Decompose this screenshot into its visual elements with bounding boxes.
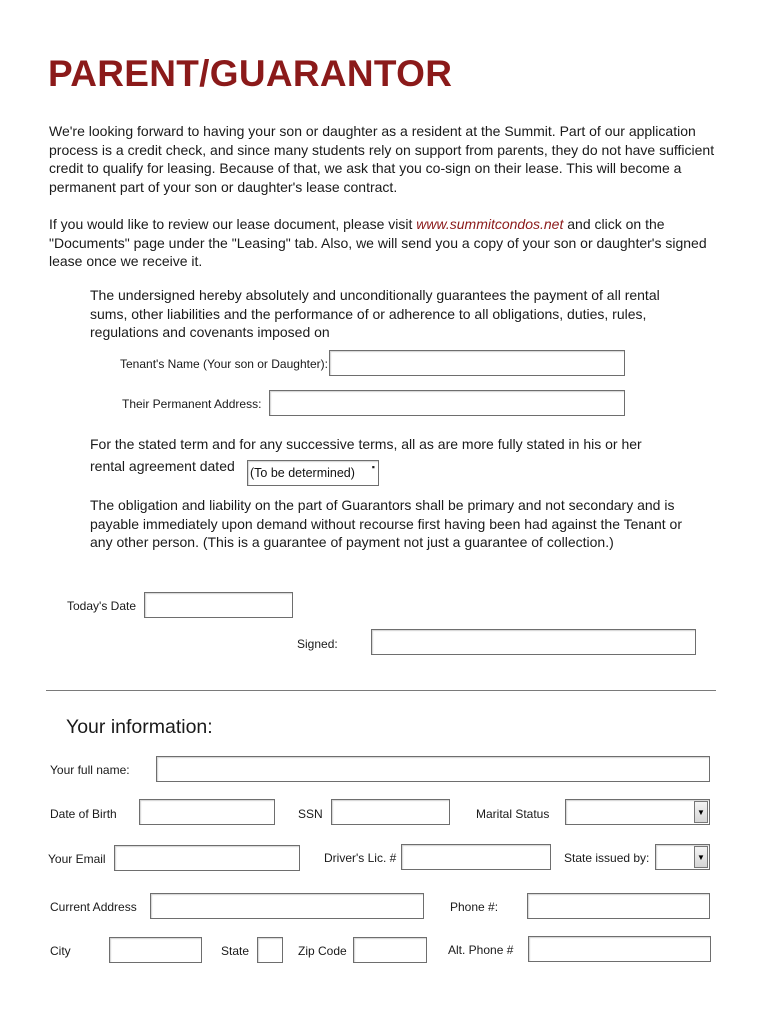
drivers-lic-label: Driver's Lic. # [324, 851, 397, 865]
alt-phone-input[interactable] [529, 937, 710, 961]
current-address-label: Current Address [50, 900, 137, 914]
section-divider [46, 690, 716, 691]
city-field[interactable] [109, 937, 202, 963]
state-field[interactable] [257, 937, 283, 963]
current-address-field[interactable] [150, 893, 424, 919]
todays-date-label: Today's Date [67, 599, 136, 613]
tenant-name-field[interactable] [329, 350, 625, 376]
phone-label: Phone #: [450, 900, 499, 914]
permanent-address-field[interactable] [269, 390, 625, 416]
drivers-lic-field[interactable] [401, 844, 551, 870]
todays-date-input[interactable] [145, 593, 292, 617]
state-issued-dropdown[interactable] [655, 844, 710, 870]
email-input[interactable] [115, 846, 299, 870]
phone-input[interactable] [528, 894, 709, 918]
signed-label: Signed: [297, 637, 338, 651]
ssn-input[interactable] [332, 800, 449, 824]
alt-phone-field[interactable] [528, 936, 711, 962]
page-title: PARENT/GUARANTOR [48, 53, 453, 94]
field-marker-icon: ▪ [371, 462, 375, 472]
full-name-label: Your full name: [50, 763, 130, 777]
full-name-input[interactable] [157, 757, 709, 781]
dob-field[interactable] [139, 799, 275, 825]
city-label: City [50, 944, 71, 958]
tenant-name-label: Tenant's Name (Your son or Daughter): [120, 357, 328, 371]
website-link[interactable]: www.summitcondos.net [416, 216, 564, 232]
term-text-line1: For the stated term and for any successive terms, all as are more fully stated in his or her [90, 436, 642, 452]
your-information-heading: Your information: [66, 716, 213, 738]
full-name-field[interactable] [156, 756, 710, 782]
state-label: State [221, 944, 250, 958]
dob-input[interactable] [140, 800, 274, 824]
city-input[interactable] [110, 938, 201, 962]
term-text-line2: rental agreement dated [90, 458, 235, 474]
zip-label: Zip Code [298, 944, 347, 958]
email-field[interactable] [114, 845, 300, 871]
agreement-date-field[interactable] [247, 460, 379, 486]
agreement-date-value: (To be determined) [250, 466, 355, 480]
phone-field[interactable] [527, 893, 710, 919]
signature-input[interactable] [372, 630, 695, 654]
dropdown-arrow-icon[interactable]: ▼ [694, 801, 708, 823]
ssn-label: SSN [298, 807, 323, 821]
drivers-lic-input[interactable] [402, 845, 550, 869]
signature-field[interactable] [371, 629, 696, 655]
todays-date-field[interactable] [144, 592, 293, 618]
liability-paragraph: The obligation and liability on the part of Guarantors shall be primary and not secondary and is payable immediately upon demand without recourse first having been had against the Tenant or any other person. (This is a guarantee of payment not just a guarantee of collection.) [90, 497, 683, 551]
zip-field[interactable] [353, 937, 427, 963]
state-input[interactable] [258, 938, 282, 962]
guarantee-paragraph: The undersigned hereby absolutely and unconditionally guarantees the payment of all rental sums, other liabilities and the performance of or adherence to all obligations, duties, rules, regulations and covenants imposed on [90, 287, 660, 341]
permanent-address-input[interactable] [270, 391, 624, 415]
state-issued-label: State issued by: [564, 851, 650, 865]
marital-status-label: Marital Status [476, 807, 550, 821]
email-label: Your Email [48, 852, 106, 866]
tenant-name-input[interactable] [330, 351, 624, 375]
dob-label: Date of Birth [50, 807, 117, 821]
review-lease-paragraph: If you would like to review our lease document, please visit www.summitcondos.net and click on the "Documents" page under the "Leasing" tab. Also, we will send you a copy of your son or daughter's signed lease once we receive it. [49, 216, 707, 270]
intro-paragraph: We're looking forward to having your son or daughter as a resident at the Summit. Part of our application process is a credit check, and since many students rely on support from parents, they do not have sufficient credit to qualify for leasing. Because of that, we ask that you co-sign on their lease. This will become a permanent part of your son or daughter's lease contract. [49, 123, 715, 195]
ssn-field[interactable] [331, 799, 450, 825]
dropdown-arrow-icon[interactable]: ▼ [694, 846, 708, 868]
permanent-address-label: Their Permanent Address: [122, 397, 262, 411]
marital-status-dropdown[interactable] [565, 799, 710, 825]
zip-input[interactable] [354, 938, 426, 962]
current-address-input[interactable] [151, 894, 423, 918]
alt-phone-label: Alt. Phone # [448, 943, 514, 957]
